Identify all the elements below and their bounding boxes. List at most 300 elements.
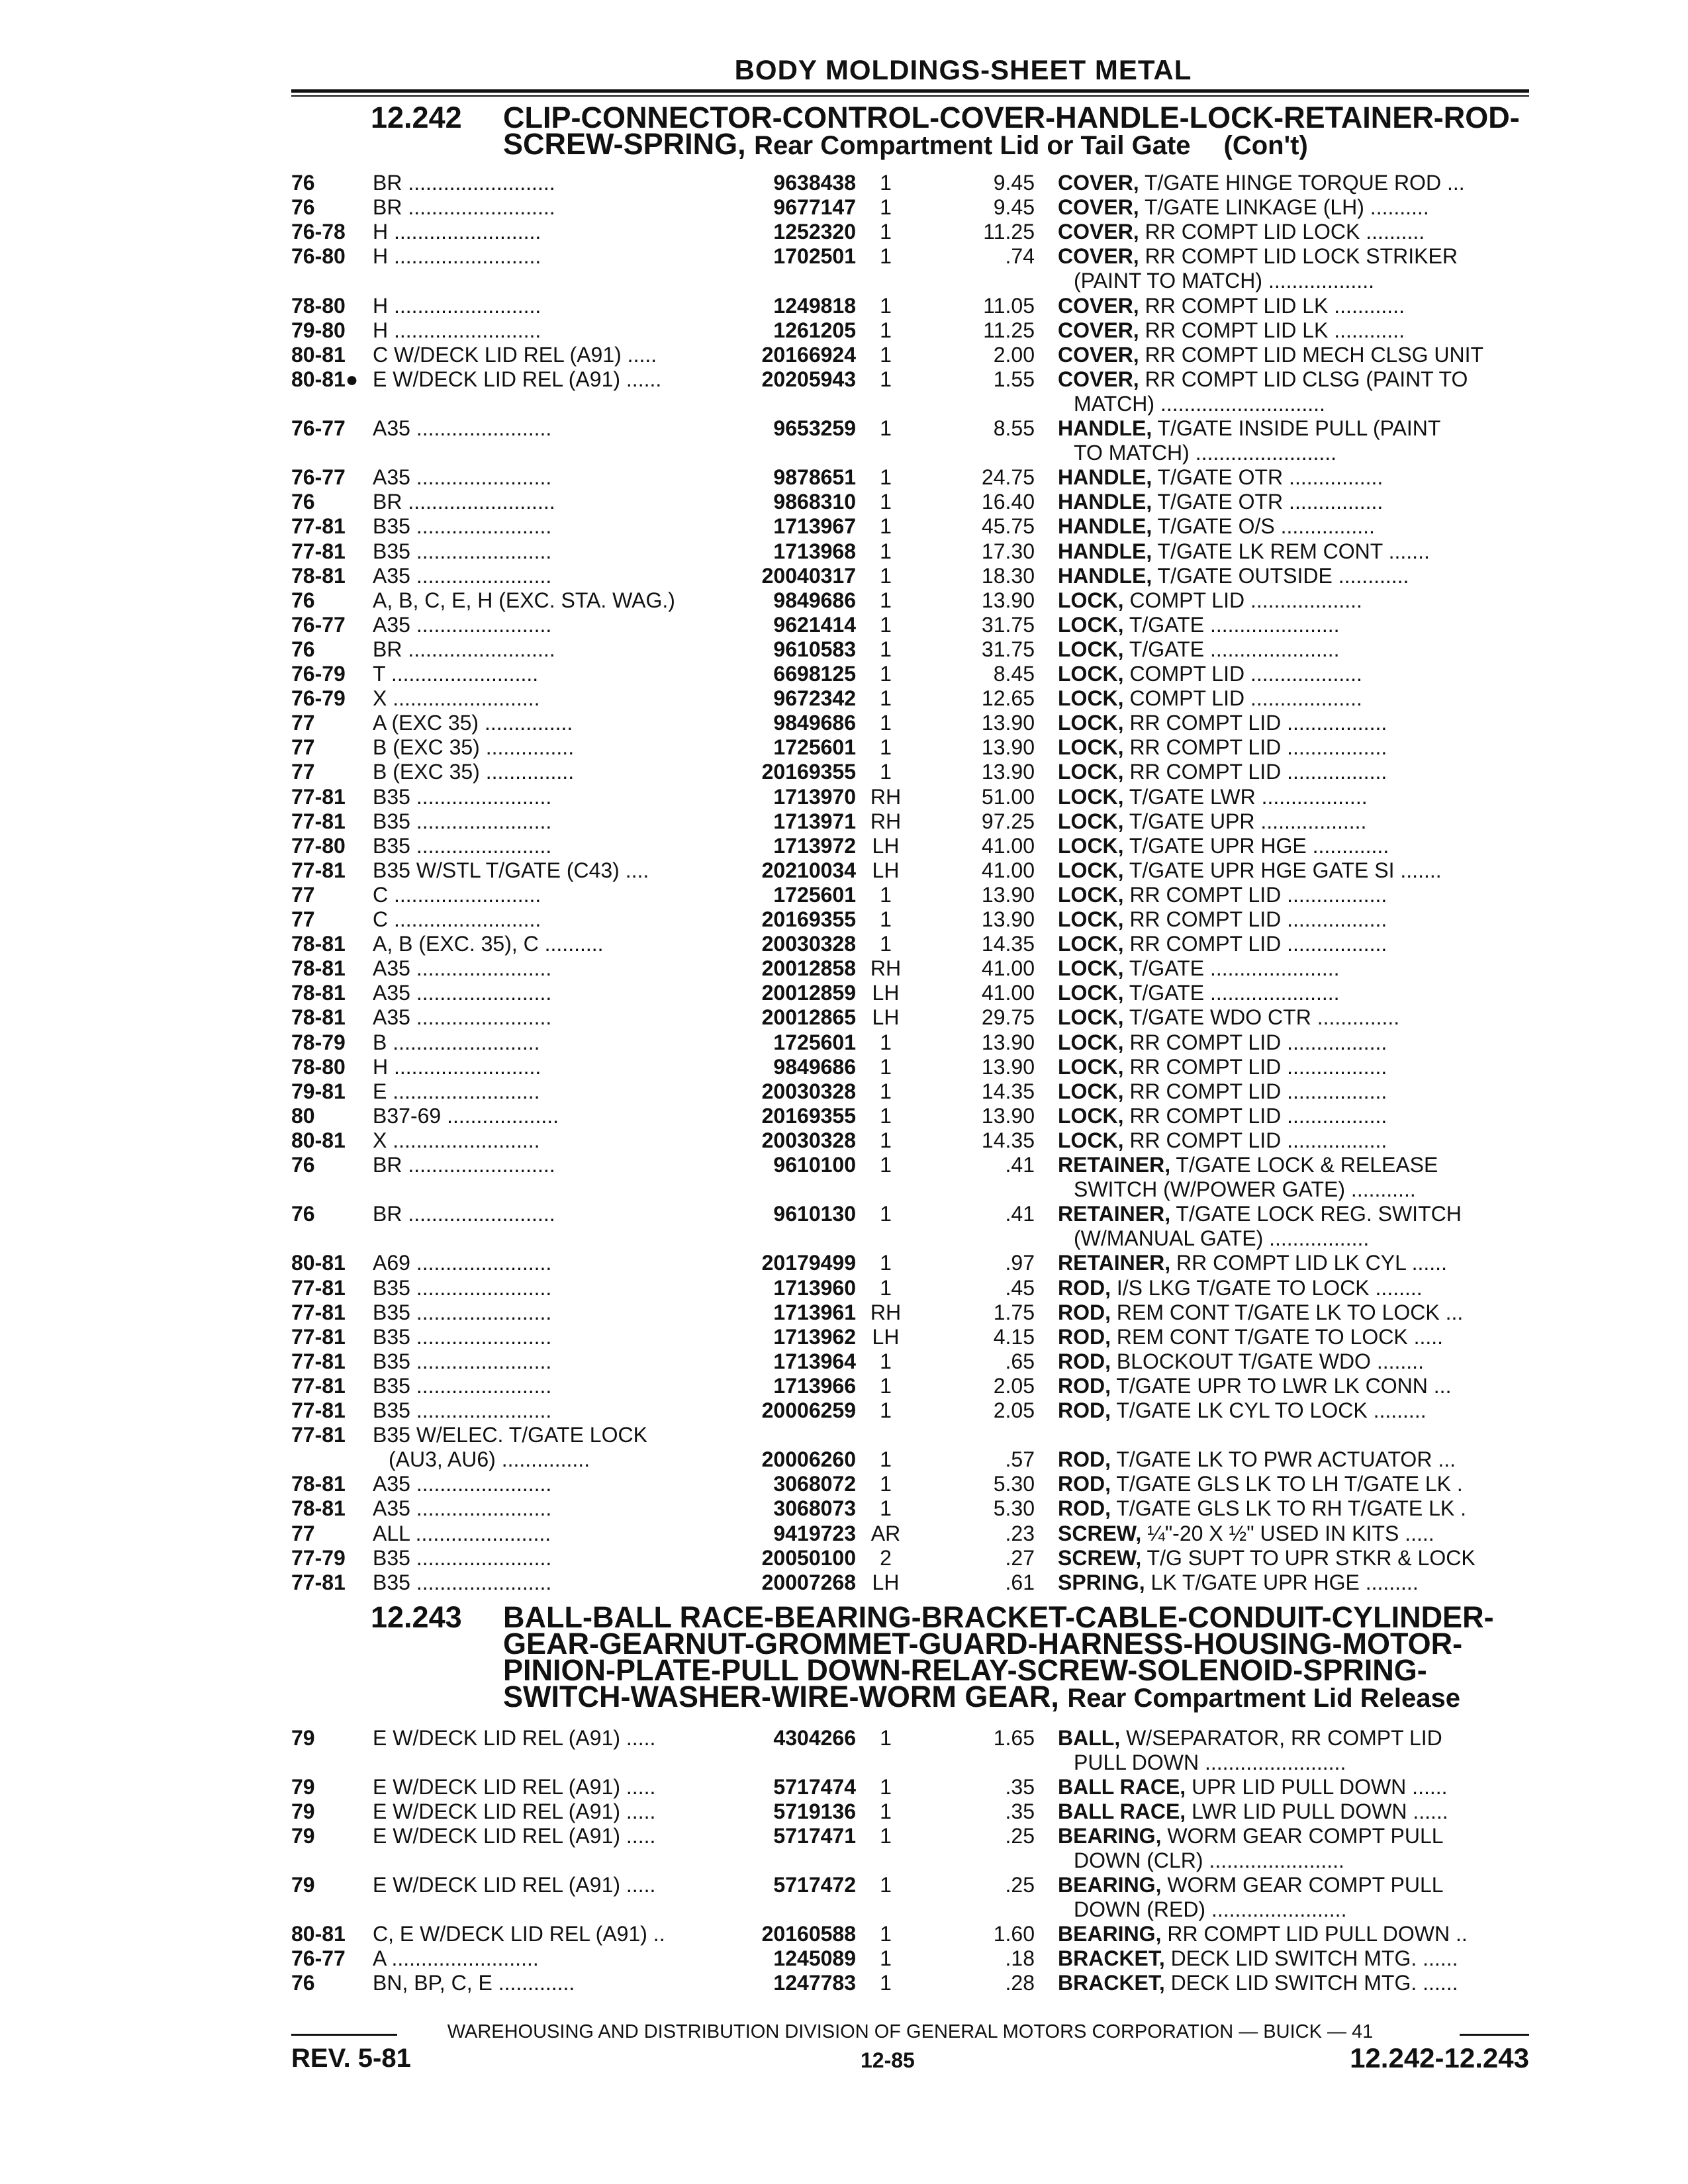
description-text: RR COMPT LID ................. <box>1129 711 1387 735</box>
part-number: 1713960 <box>773 1275 856 1300</box>
description-head: SCREW, <box>1058 1521 1142 1545</box>
price: 14.35 <box>981 1128 1035 1152</box>
description <box>1058 294 1534 318</box>
model-code: T ......................... <box>373 662 539 686</box>
description <box>1058 1472 1534 1496</box>
model-year: 77 <box>291 882 315 907</box>
model-code: A ......................... <box>373 1946 539 1970</box>
model-code: BR ......................... <box>373 171 555 195</box>
part-number: 1713970 <box>773 784 856 809</box>
quantity: 1 <box>880 612 892 637</box>
model-year: 78-79 <box>291 1030 346 1054</box>
table-row <box>0 1570 1688 1595</box>
table-row <box>0 809 1688 834</box>
price: 9.45 <box>993 195 1035 220</box>
description-head: COVER, <box>1058 293 1139 318</box>
description-head: RETAINER, <box>1058 1153 1171 1177</box>
description-text: LK T/GATE UPR HGE ......... <box>1150 1570 1419 1594</box>
part-number: 1713966 <box>773 1373 856 1398</box>
table-row <box>0 1030 1688 1055</box>
model-code: (AU3, AU6) ............... <box>389 1447 590 1472</box>
table-row <box>0 539 1688 564</box>
description-text: T/GATE ...................... <box>1129 956 1340 981</box>
description-text: T/GATE LK CYL TO LOCK ......... <box>1116 1398 1427 1422</box>
quantity: LH <box>872 1570 900 1594</box>
description <box>1058 269 1550 293</box>
part-number: 20007268 <box>761 1570 856 1594</box>
part-number: 1261205 <box>773 318 856 342</box>
table-row <box>0 1824 1688 1848</box>
description-text: DOWN (RED) ....................... <box>1074 1897 1347 1921</box>
table-row <box>0 490 1688 514</box>
price: 97.25 <box>981 809 1035 833</box>
description-text: REM CONT T/GATE LK TO LOCK ... <box>1116 1300 1464 1324</box>
description <box>1058 1799 1534 1824</box>
quantity: 1 <box>880 171 892 195</box>
quantity: 1 <box>880 1946 892 1970</box>
price: 8.55 <box>993 416 1035 440</box>
model-code: H ......................... <box>373 1054 541 1079</box>
part-number: 20169355 <box>761 760 856 784</box>
price: .35 <box>1005 1775 1035 1799</box>
model-code: B35 ....................... <box>373 1324 552 1349</box>
table-row <box>0 858 1688 883</box>
description-text: T/GATE LK TO PWR ACTUATOR ... <box>1116 1447 1456 1472</box>
description-head: SCREW, <box>1058 1545 1142 1570</box>
description <box>1058 1775 1534 1799</box>
model-code: B35 ....................... <box>373 1349 552 1373</box>
model-code: B (EXC 35) ............... <box>373 735 575 760</box>
description-head: ROD, <box>1058 1472 1111 1496</box>
quantity: 1 <box>880 686 892 711</box>
table-row <box>0 1202 1688 1226</box>
table-row <box>0 1873 1688 1897</box>
price: 11.05 <box>983 293 1035 318</box>
model-code: C ......................... <box>373 907 541 931</box>
table-row <box>0 1799 1688 1824</box>
model-code: A35 ....................... <box>373 1005 552 1030</box>
table-row-continuation <box>0 269 1688 293</box>
description <box>1058 343 1534 367</box>
description-head: RETAINER, <box>1058 1251 1171 1275</box>
model-code: B37-69 ................... <box>373 1103 559 1128</box>
model-year: 76 <box>291 637 315 661</box>
description-head: ROD, <box>1058 1275 1111 1300</box>
table-row <box>0 220 1688 244</box>
description-head: LOCK, <box>1058 1103 1124 1128</box>
model-year: 79-81 <box>291 1079 346 1103</box>
model-code: C, E W/DECK LID REL (A91) .. <box>373 1922 665 1946</box>
model-year: 79 <box>291 1824 315 1848</box>
price: 17.30 <box>981 539 1035 563</box>
table-row <box>0 834 1688 858</box>
model-code: A35 ....................... <box>373 981 552 1005</box>
part-number: 9621414 <box>773 612 856 637</box>
model-code: E W/DECK LID REL (A91) ..... <box>373 1726 656 1750</box>
model-year: 76 <box>291 490 315 514</box>
model-year: 76 <box>291 195 315 220</box>
quantity: 1 <box>880 1922 892 1946</box>
description-text: RR COMPT LID ................. <box>1129 1128 1387 1152</box>
description-head: HANDLE, <box>1058 563 1152 588</box>
section-subtitle: Rear Compartment Lid Release <box>1067 1684 1460 1713</box>
description-head: ROD, <box>1058 1373 1111 1398</box>
description-text: WORM GEAR COMPT PULL <box>1167 1873 1444 1897</box>
table-row <box>0 1104 1688 1128</box>
description-text: RR COMPT LID ................. <box>1129 907 1387 931</box>
model-code: B35 ....................... <box>373 833 552 858</box>
description-text: RR COMPT LID ................. <box>1129 1030 1387 1054</box>
description <box>1058 416 1534 441</box>
section-title-line: PINION-PLATE-PULL DOWN-RELAY-SCREW-SOLENOID-SPRING- <box>503 1653 1427 1687</box>
description-head: LOCK, <box>1058 907 1124 931</box>
table-row <box>0 1128 1688 1153</box>
part-number: 9610130 <box>773 1202 856 1226</box>
table-row-continuation <box>0 1751 1688 1775</box>
table-row-continuation <box>0 1897 1688 1922</box>
part-number: 1713968 <box>773 539 856 563</box>
model-year: 77 <box>291 711 315 735</box>
description-head: LOCK, <box>1058 858 1124 882</box>
description <box>1058 735 1534 760</box>
model-code: A35 ....................... <box>373 956 552 981</box>
part-number: 1245089 <box>773 1946 856 1970</box>
table-row <box>0 564 1688 588</box>
description-text: RR COMPT LID CLSG (PAINT TO <box>1145 367 1468 391</box>
description-head: BRACKET, <box>1058 1946 1165 1970</box>
model-code: H ......................... <box>373 293 541 318</box>
part-number: 1713971 <box>773 809 856 833</box>
description-head: COVER, <box>1058 367 1139 391</box>
description-text: I/S LKG T/GATE TO LOCK ........ <box>1116 1275 1423 1300</box>
model-code: B35 ....................... <box>373 784 552 809</box>
description-text: W/SEPARATOR, RR COMPT LID <box>1126 1726 1442 1750</box>
description <box>1058 637 1534 662</box>
model-code: C ......................... <box>373 882 541 907</box>
model-year: 77-81 <box>291 1324 346 1349</box>
description <box>1058 171 1534 195</box>
description-head: COVER, <box>1058 195 1139 220</box>
table-row <box>0 171 1688 195</box>
price: 4.15 <box>993 1324 1035 1349</box>
table-row <box>0 1276 1688 1300</box>
model-year: 80-81 <box>291 1922 346 1946</box>
description <box>1058 514 1534 539</box>
model-code: E W/DECK LID REL (A91) ...... <box>373 367 662 391</box>
description-head: LOCK, <box>1058 686 1124 711</box>
price: .41 <box>1005 1153 1035 1177</box>
quantity: LH <box>872 1005 900 1030</box>
table-row <box>0 662 1688 686</box>
quantity: LH <box>872 981 900 1005</box>
model-code: A35 ....................... <box>373 612 552 637</box>
model-year: 80-81● <box>291 367 359 391</box>
table-row <box>0 760 1688 784</box>
model-code: E ......................... <box>373 1079 540 1103</box>
description <box>1058 465 1534 490</box>
model-year: 78-80 <box>291 1054 346 1079</box>
model-year: 80-81 <box>291 1251 346 1275</box>
model-code: A, B, C, E, H (EXC. STA. WAG.) <box>373 588 675 612</box>
description-text: T/GATE INSIDE PULL (PAINT <box>1157 416 1441 440</box>
quantity: 1 <box>880 195 892 220</box>
description-head: HANDLE, <box>1058 539 1152 563</box>
quantity: 1 <box>880 760 892 784</box>
part-number: 4304266 <box>773 1726 856 1750</box>
table-row <box>0 907 1688 932</box>
model-year: 77-81 <box>291 1373 346 1398</box>
description <box>1058 883 1534 907</box>
table-row <box>0 883 1688 907</box>
quantity: LH <box>872 1324 900 1349</box>
description-text: REM CONT T/GATE TO LOCK ..... <box>1116 1324 1444 1349</box>
price: 5.30 <box>993 1496 1035 1521</box>
price: 12.65 <box>981 686 1035 711</box>
description-text: T/G SUPT TO UPR STKR & LOCK <box>1147 1545 1476 1570</box>
model-code: E W/DECK LID REL (A91) ..... <box>373 1873 656 1897</box>
price: 13.90 <box>981 735 1035 760</box>
description <box>1058 1153 1534 1177</box>
table-row <box>0 711 1688 735</box>
description <box>1058 1349 1534 1374</box>
model-year: 77-81 <box>291 1300 346 1324</box>
description-head: ROD, <box>1058 1398 1111 1422</box>
price: .35 <box>1005 1799 1035 1823</box>
part-number: 1713964 <box>773 1349 856 1373</box>
quantity: 1 <box>880 637 892 661</box>
model-year: 77-81 <box>291 1570 346 1594</box>
table-row <box>0 956 1688 981</box>
description-head: COVER, <box>1058 220 1139 244</box>
description <box>1058 1104 1534 1128</box>
model-year: 76 <box>291 1202 315 1226</box>
part-number: 9849686 <box>773 588 856 612</box>
model-year: 79 <box>291 1775 315 1799</box>
price: 2.00 <box>993 342 1035 367</box>
part-number: 20012859 <box>761 981 856 1005</box>
description <box>1058 1030 1534 1055</box>
description <box>1058 1726 1534 1751</box>
table-row <box>0 1398 1688 1423</box>
description <box>1058 932 1534 956</box>
description-text: DECK LID SWITCH MTG. ...... <box>1170 1946 1458 1970</box>
price: 14.35 <box>981 932 1035 956</box>
description-text: RR COMPT LID ................. <box>1129 1103 1387 1128</box>
price: 29.75 <box>981 1005 1035 1030</box>
model-code: B ......................... <box>373 1030 540 1054</box>
model-code: B35 ....................... <box>373 1570 552 1594</box>
section-title-line: SWITCH-WASHER-WIRE-WORM GEAR, <box>503 1680 1059 1713</box>
quantity: 1 <box>880 1054 892 1079</box>
description-head: COVER, <box>1058 171 1139 195</box>
model-year: 77-81 <box>291 809 346 833</box>
part-number: 5717472 <box>773 1873 856 1897</box>
description-text: RR COMPT LID LOCK STRIKER <box>1145 244 1458 269</box>
part-number: 9653259 <box>773 416 856 440</box>
description <box>1058 1971 1534 1995</box>
description <box>1058 1325 1534 1349</box>
description <box>1058 1055 1534 1079</box>
description-head: LOCK, <box>1058 1079 1124 1103</box>
description-text: LWR LID PULL DOWN ...... <box>1192 1799 1448 1823</box>
part-number: 1247783 <box>773 1971 856 1995</box>
table-row <box>0 195 1688 220</box>
quantity: 1 <box>880 563 892 588</box>
description-head: COVER, <box>1058 244 1139 269</box>
quantity: 1 <box>880 1726 892 1750</box>
model-year: 78-81 <box>291 932 346 956</box>
quantity: RH <box>870 1300 902 1324</box>
part-number: 20030328 <box>761 932 856 956</box>
price: .27 <box>1005 1545 1035 1570</box>
quantity: 1 <box>880 1398 892 1422</box>
model-year: 79 <box>291 1873 315 1897</box>
description-text: RR COMPT LID ................. <box>1129 1054 1387 1079</box>
section-title-line: CLIP-CONNECTOR-CONTROL-COVER-HANDLE-LOCK-RETAINER-ROD- <box>503 101 1520 134</box>
description-head: ROD, <box>1058 1349 1111 1373</box>
description-head: BEARING, <box>1058 1873 1162 1897</box>
model-year: 76-79 <box>291 662 346 686</box>
description <box>1058 1398 1534 1423</box>
header-rule-thin <box>291 95 1529 97</box>
table-row <box>0 1726 1688 1751</box>
model-year: 78-81 <box>291 981 346 1005</box>
description <box>1058 539 1534 564</box>
part-number: 3068072 <box>773 1472 856 1496</box>
quantity: 1 <box>880 490 892 514</box>
model-year: 77-81 <box>291 539 346 563</box>
quantity: 1 <box>880 318 892 342</box>
page-title: BODY MOLDINGS-SHEET METAL <box>734 54 1192 85</box>
description-head: ROD, <box>1058 1496 1111 1521</box>
description <box>1058 367 1534 392</box>
quantity: 1 <box>880 1128 892 1152</box>
description-text: MATCH) ............................ <box>1074 391 1325 416</box>
description <box>1058 1300 1534 1325</box>
part-number: 20012865 <box>761 1005 856 1030</box>
model-code: H ......................... <box>373 220 541 244</box>
model-year: 76-79 <box>291 686 346 711</box>
model-year: 78-81 <box>291 1472 346 1496</box>
table-row <box>0 1079 1688 1104</box>
footer-division: WAREHOUSING AND DISTRIBUTION DIVISION OF GENERAL MOTORS CORPORATION — BUICK — 41 <box>447 2021 1374 2042</box>
section-number: 12.243 <box>371 1600 462 1634</box>
description <box>1058 809 1534 834</box>
price: 41.00 <box>981 858 1035 882</box>
price: 18.30 <box>981 563 1035 588</box>
section-number: 12.242 <box>371 101 462 134</box>
description-text: WORM GEAR COMPT PULL <box>1167 1824 1444 1848</box>
table-row <box>0 1423 1688 1447</box>
description-text: COMPT LID ................... <box>1129 686 1362 711</box>
description-head: RETAINER, <box>1058 1202 1171 1226</box>
price: 2.05 <box>993 1373 1035 1398</box>
part-number: 9610100 <box>773 1153 856 1177</box>
description <box>1058 1873 1534 1897</box>
price: 9.45 <box>993 171 1035 195</box>
model-year: 77 <box>291 760 315 784</box>
model-year: 79 <box>291 1726 315 1750</box>
description-text: T/GATE ...................... <box>1129 637 1340 661</box>
description-head: ROD, <box>1058 1300 1111 1324</box>
price: .57 <box>1005 1447 1035 1472</box>
description-head: BEARING, <box>1058 1922 1162 1946</box>
description-head: LOCK, <box>1058 1128 1124 1152</box>
part-number: 9610583 <box>773 637 856 661</box>
model-year: 76-77 <box>291 1946 346 1970</box>
description-head: LOCK, <box>1058 932 1124 956</box>
model-year: 78-81 <box>291 563 346 588</box>
quantity: 1 <box>880 1775 892 1799</box>
price: 31.75 <box>981 612 1035 637</box>
model-code: B35 ....................... <box>373 1545 552 1570</box>
description-head: LOCK, <box>1058 612 1124 637</box>
section-heading-12-243 <box>371 1600 1494 1713</box>
description-text: RR COMPT LID ................. <box>1129 932 1387 956</box>
table-row <box>0 318 1688 343</box>
section-range: 12.242-12.243 <box>1350 2042 1529 2073</box>
price: 16.40 <box>981 490 1035 514</box>
part-number: 20169355 <box>761 1103 856 1128</box>
price: .28 <box>1005 1971 1035 1995</box>
model-code: E W/DECK LID REL (A91) ..... <box>373 1775 656 1799</box>
description-head: LOCK, <box>1058 760 1124 784</box>
quantity: AR <box>870 1521 901 1545</box>
table-row <box>0 244 1688 269</box>
description <box>1058 1128 1534 1153</box>
price: 41.00 <box>981 981 1035 1005</box>
table-row <box>0 785 1688 809</box>
description-text: COMPT LID ................... <box>1129 662 1362 686</box>
table-row <box>0 1005 1688 1030</box>
part-number: 1713962 <box>773 1324 856 1349</box>
quantity: 1 <box>880 342 892 367</box>
part-number: 20012858 <box>761 956 856 981</box>
part-number: 1725601 <box>773 1030 856 1054</box>
part-number: 9868310 <box>773 490 856 514</box>
description <box>1058 662 1534 686</box>
table-row <box>0 932 1688 956</box>
description <box>1058 1202 1534 1226</box>
description <box>1058 858 1534 883</box>
price: 11.25 <box>983 318 1035 342</box>
model-code: B35 W/ELEC. T/GATE LOCK <box>373 1423 647 1447</box>
part-number: 1252320 <box>773 220 856 244</box>
description-head: LOCK, <box>1058 735 1124 760</box>
model-code: BR ......................... <box>373 490 555 514</box>
quantity: 1 <box>880 1153 892 1177</box>
model-year: 77-81 <box>291 514 346 539</box>
model-code: B35 ....................... <box>373 539 552 563</box>
description <box>1058 1824 1534 1848</box>
description-text: T/GATE LOCK REG. SWITCH <box>1176 1202 1462 1226</box>
price: .41 <box>1005 1202 1035 1226</box>
description <box>1058 1897 1550 1922</box>
quantity: 1 <box>880 907 892 931</box>
table-row <box>0 1055 1688 1079</box>
description-head: ROD, <box>1058 1324 1111 1349</box>
description-head: BALL RACE, <box>1058 1799 1186 1823</box>
part-number: 1725601 <box>773 882 856 907</box>
table-row <box>0 1946 1688 1971</box>
description <box>1058 834 1534 858</box>
model-code: B (EXC 35) ............... <box>373 760 575 784</box>
model-year: 78-81 <box>291 956 346 981</box>
price: 13.90 <box>981 1103 1035 1128</box>
footer-rule-right <box>1460 2034 1529 2036</box>
description-text: BLOCKOUT T/GATE WDO ........ <box>1116 1349 1424 1373</box>
model-code: C W/DECK LID REL (A91) ..... <box>373 342 657 367</box>
